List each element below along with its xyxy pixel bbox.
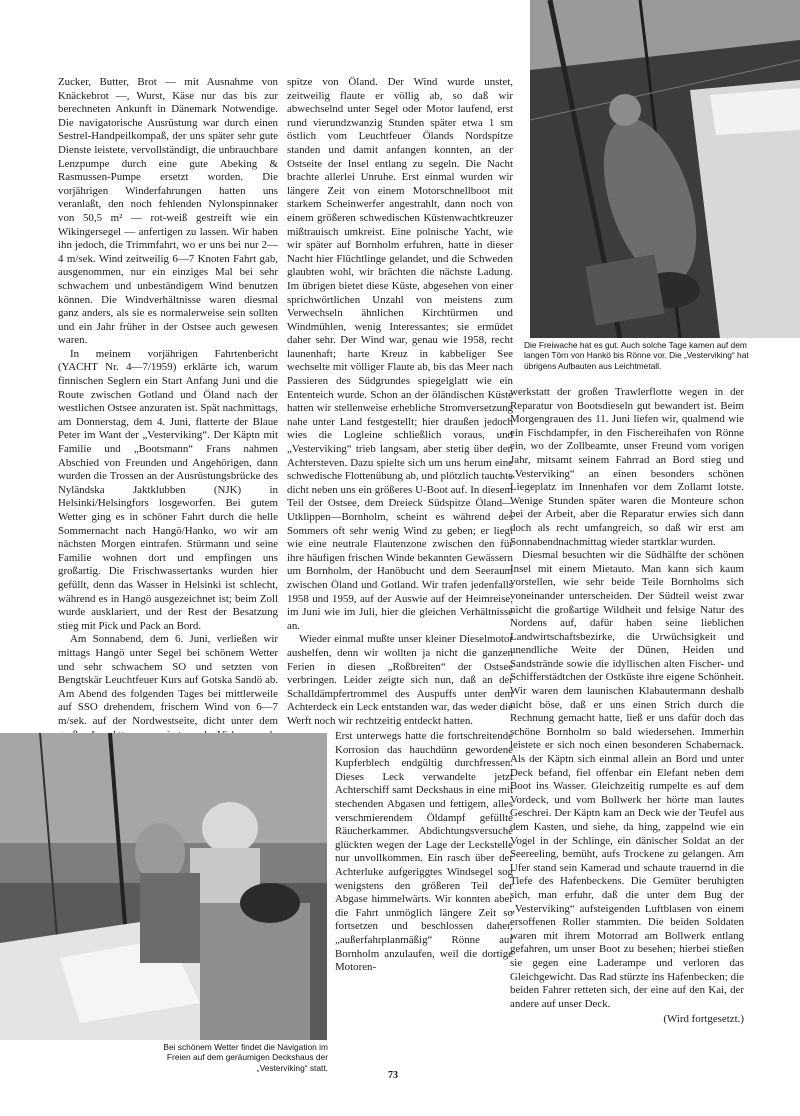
photo-caption-bottom: Bei schönem Wetter findet die Navigation im Freien auf dem geräumigen Deckshaus der „Vesterviking“ statt. xyxy=(163,1042,328,1073)
text-column-1 xyxy=(58,76,278,756)
paragraph: Wieder einmal mußte unser kleiner Dieselmotor aushelfen, denn wir wollten ja nicht die ganzen Ferien in diesen „Roßbreiten“ der Ostsee verbringen. Leider zeigte sich nun, daß an der Schalldämpfertrommel des Auspuffs unter dem Achterdeck ein Leck entstanden war, das weder die Werft noch wir rechtzeitig entdeckt hatten. xyxy=(287,633,513,727)
paragraph: werkstatt der großen Trawlerflotte wegen in der Reparatur von Bootsdieseln gut bewandert ist. Beim Morgengrauen des 11. Juni liefen wir, qualmend wie ein Fischdampfer, in den Fischereihafen von Rönne ein, wo der Zollbeamte, unser Freund vom vorigen Jahr, mitsamt seinem Fahrrad an Bord stieg und „Vesterviking“ an einen besonders schönen Liegeplatz im Innenhafen vor dem Zollamt lotste. Wenige Stunden später waren die Monteure schon bei der Arbeit, aber die Reparatur erwies sich dann doch als recht umfangreich, so daß wir erst am Sonnabendnachmittag wieder startklar wurden. xyxy=(510,386,744,548)
paragraph: Diesmal besuchten wir die Südhälfte der schönen Insel mit einem Mietauto. Man kann sich kaum vorstellen, wie sehr beide Teile Bornholms sich voneinander unterscheiden. Der Südteil weist zwar nicht die großartige Wildheit und felsige Natur des Nordens auf, dafür haben seine lieblichen Landwirtschaftsbezirke, die Urwüchsigkeit und unendliche Weite der Dünen, Heiden und Sandstrände sowie die idyllischen alten Fischer- und Schifferstädtchen der Ostküste ihre eigene Schönheit. Wir waren dem launischen Klabautermann deshalb nicht böse, daß er uns einen Strich durch die Rechnung gemacht hatte, ließ er uns dafür doch das schöne Bornholm so bald wiedersehen. Immerhin leistete er sich noch einen besonderen Schabernack. Als der Käptn sich einmal allein an Bord und unter Deck befand, fiel offenbar ein Elefant neben dem Boot ins Wasser. Gleichzeitig rumpelte es auf dem Vordeck, und vom Bollwerk her hörte man lautes Geschrei. Der Käptn kam an Deck wie der Teufel aus dem Kasten, und siehe, da hing, zappelnd wie ein Vogel in der Schlinge, ein dänischer Soldat an der Seereeling, bemüht, aufs Trockene zu gelangen. Am Ufer stand sein Kamerad und schaute trauernd in die Tiefe des Hafenbeckens. Die Gemüter beruhigten sich, man erfuhr, daß die unter dem Bug der „Vesterviking“ aufsteigenden Luftblasen von einem ersoffenen Roller stammten. Die beiden Soldaten waren mit ihrem Motorrad am Bollwerk entlang gefahren, um unser Boot zu besehen; hierbei stießen sie gegen eine Laderampe und verloren das Gleichgewicht. Das Rad stürzte ins Hafenbecken; die beiden Fahrer retteten sich, der eine auf den Kai, der andere auf unser Deck. xyxy=(510,549,744,1010)
text-column-2-lower xyxy=(335,730,513,975)
photo-navigation-deck-drawing xyxy=(0,733,327,1040)
text-column-3 xyxy=(510,386,744,1027)
photo-navigation-deck xyxy=(0,733,327,1040)
paragraph: spitze von Öland. Der Wind wurde unstet, zeitweilig flaute er völlig ab, so daß wir abwechselnd unter Segel oder Motor laufend, erst rund vierundzwanzig Stunden später etwa 1 sm östlich vom Leuchtfeuer Ölands Nordspitze standen und damit anfangen konnten, an der Ostseite der Insel entlang zu segeln. Die Nacht brachte allerlei Unruhe. Erst einmal wurden wir längere Zeit von einem Motorschnellboot mit starkem Scheinwerfer angestrahlt, dann noch von einem größeren schwedischen Küstenwachtkreuzer mißtrauisch umkreist. Eine polnische Yacht, wie wir später auf Bornholm erfuhren, hatte in dieser Nacht hier Flüchtlinge gelandet, und die Schweden glaubten wohl, wir brächten die nächste Ladung. Im übrigen bietet diese Küste, abgesehen von einer sprichwörtlichen Unzahl von meistens zum Verwechseln ähnlichen Kirchtürmen und Windmühlen, wenig Interessantes; sie ermüdet daher sehr. Der Wind war, genau wie 1958, recht launenhaft; harte Kreuz in kabbeliger See wechselte mit völliger Flaute ab, bis das Meer nach Passieren des Südgrundes spiegelglatt wie ein Ententeich wurde. Schon an der öländischen Küste hatten wir stellenweise erhebliche Stromversetzung nahe unter Land festgestellt; hier draußen jedoch wies die Logleine schließlich voraus, und „Vesterviking“ trieb langsam, aber stetig über den Achtersteven. Dazu spielte sich um uns herum eine schwedische Flottenübung ab, und plötzlich tauchte dicht neben uns ein größeres U-Boot auf. In diesem Teil der Ostsee, dem Dreieck Südspitze Öland—Utklippen—Bornholm, scheint es während des Sommers oft sehr wenig Wind zu geben; er liegt wie eine neutrale Flautenzone zwischen den für ihre häufigen frischen Winde bekannten Gewässern um Bornholm, der Hanöbucht und dem Seeraum zwischen Öland und Gotland. Wir trafen jedenfalls 1958 und 1959, auf der Auswie auf der Heimreise, im Juni wie im Juli, hier die gleichen Verhältnisse an. xyxy=(287,76,513,632)
photo-caption-top: Die Freiwache hat es gut. Auch solche Tage kamen auf dem langen Törn von Hankö bis Rönne vor. Die „Vesterviking“ hat übrigens Aufbauten aus Leichtmetall. xyxy=(524,340,749,371)
continued-note: (Wird fortgesetzt.) xyxy=(663,1013,744,1026)
photo-resting-crew xyxy=(530,0,800,338)
paragraph: Am Sonnabend, dem 6. Juni, verließen wir mittags Hangö unter Segel bei schönem Wetter und sehr schwachem SO und setzten von Bengtskär Leuchtfeuer Kurs auf Gotska Sandö ab. Am Abend des folgenden Tages bei mittlerweile auf SSO drehendem, frischem Wind von 6—7 m/sek. auf der Nordwestseite, dicht unter dem xyxy=(58,633,278,727)
paragraph: Erst unterwegs hatte die fortschreitende Korrosion das hauchdünn gewordene Kupferblech endgültig durchfressen. Dieses Leck verwandelte jetzt Achterschiff samt Deckshaus in eine mit stechenden Abgasen und fettigem, alles verschmierendem Öldampf gefüllte Räucherkammer. Abdichtungsversuche glückten wegen der Lage der Leckstelle nur unvollkommen. Ein rasch über der Achterluke aufgeriggtes Windsegel sog wenigstens den größeren Teil der Abgase himmelwärts. Wir konnten aber die Fahrt unmöglich längere Zeit so fortsetzen und beschlossen daher, „außerfahrplanmäßig“ Rönne auf Bornholm anzulaufen, weil die dortige Motoren- xyxy=(335,730,513,974)
paragraph: Zucker, Butter, Brot — mit Ausnahme von Knäckebrot —, Wurst, Käse nur das bis zur berechneten Ankunft in Dänemark Notwendige. Die navigatorische Ausrüstung war durch einen Sestrel-Handpeilkompaß, der uns später sehr gute Dienste leistete, vervollständigt, die unbrauchbare Lenzpumpe durch eine gute Abeking & Rasmussen-Pumpe ersetzt worden. Die vorjährigen Winderfahrungen hatten uns veranlaßt, den noch fehlenden Nylonspinnaker von 50,5 m² — rot-weiß gestreift wie ein Wikingersegel — anfertigen zu lassen. Wir haben ihn jedoch, die Trimmfahrt, wo er uns bei nur 2—4 m/sek. Wind zeitweilig 6—7 Knoten Fahrt gab, ausgenommen, nur ein einziges Mal bei sehr schwachem und unbeständigem Wind benutzen können. Die Windverhältnisse waren diesmal ganz anders, als sie es normalerweise sein sollten und ein Jahr früher in der Ostsee auch gewesen waren. xyxy=(58,76,278,347)
paragraph: In meinem vorjährigen Fahrtenbericht (YACHT Nr. 4—7/1959) erklärte ich, warum finnischen Seglern ein Start Anfang Juni und die Route zwischen Gotland und Öland nach der westlichen Ostsee anzuraten ist. Spät nachmittags, am Donnerstag, dem 4. Juni, flatterte der Blaue Peter im Want der „Vesterviking“. Der Käptn mit Familie und „Bootsmann“ Frans nahmen Abschied von Freunden und Angehörigen, dann wurden die Trossen an der Ausrüstungsbrücke des Nyländska Jaktklubben (NJK) in Helsinki/Helsingfors losgeworfen. Bei gutem Wetter ging es in schöner Fahrt durch die helle Sommernacht nach Hangö/Hanko, wo wir am nächsten Morgen eintrafen. Stürmann und seine Familie wohnen dort und empfingen uns großartig. Die Frischwassertanks wurden hier gefüllt, denn das Wasser in Helsinki ist schlecht, während es in Hangö ausgezeichnet ist; beim Zoll wurde ausklariert, und der Rest der Besatzung stieg mit Pick und Pack an Bord. xyxy=(58,347,278,632)
text-column-2 xyxy=(287,76,513,729)
page-number: 73 xyxy=(388,1070,398,1081)
photo-resting-crew-drawing xyxy=(530,0,800,338)
